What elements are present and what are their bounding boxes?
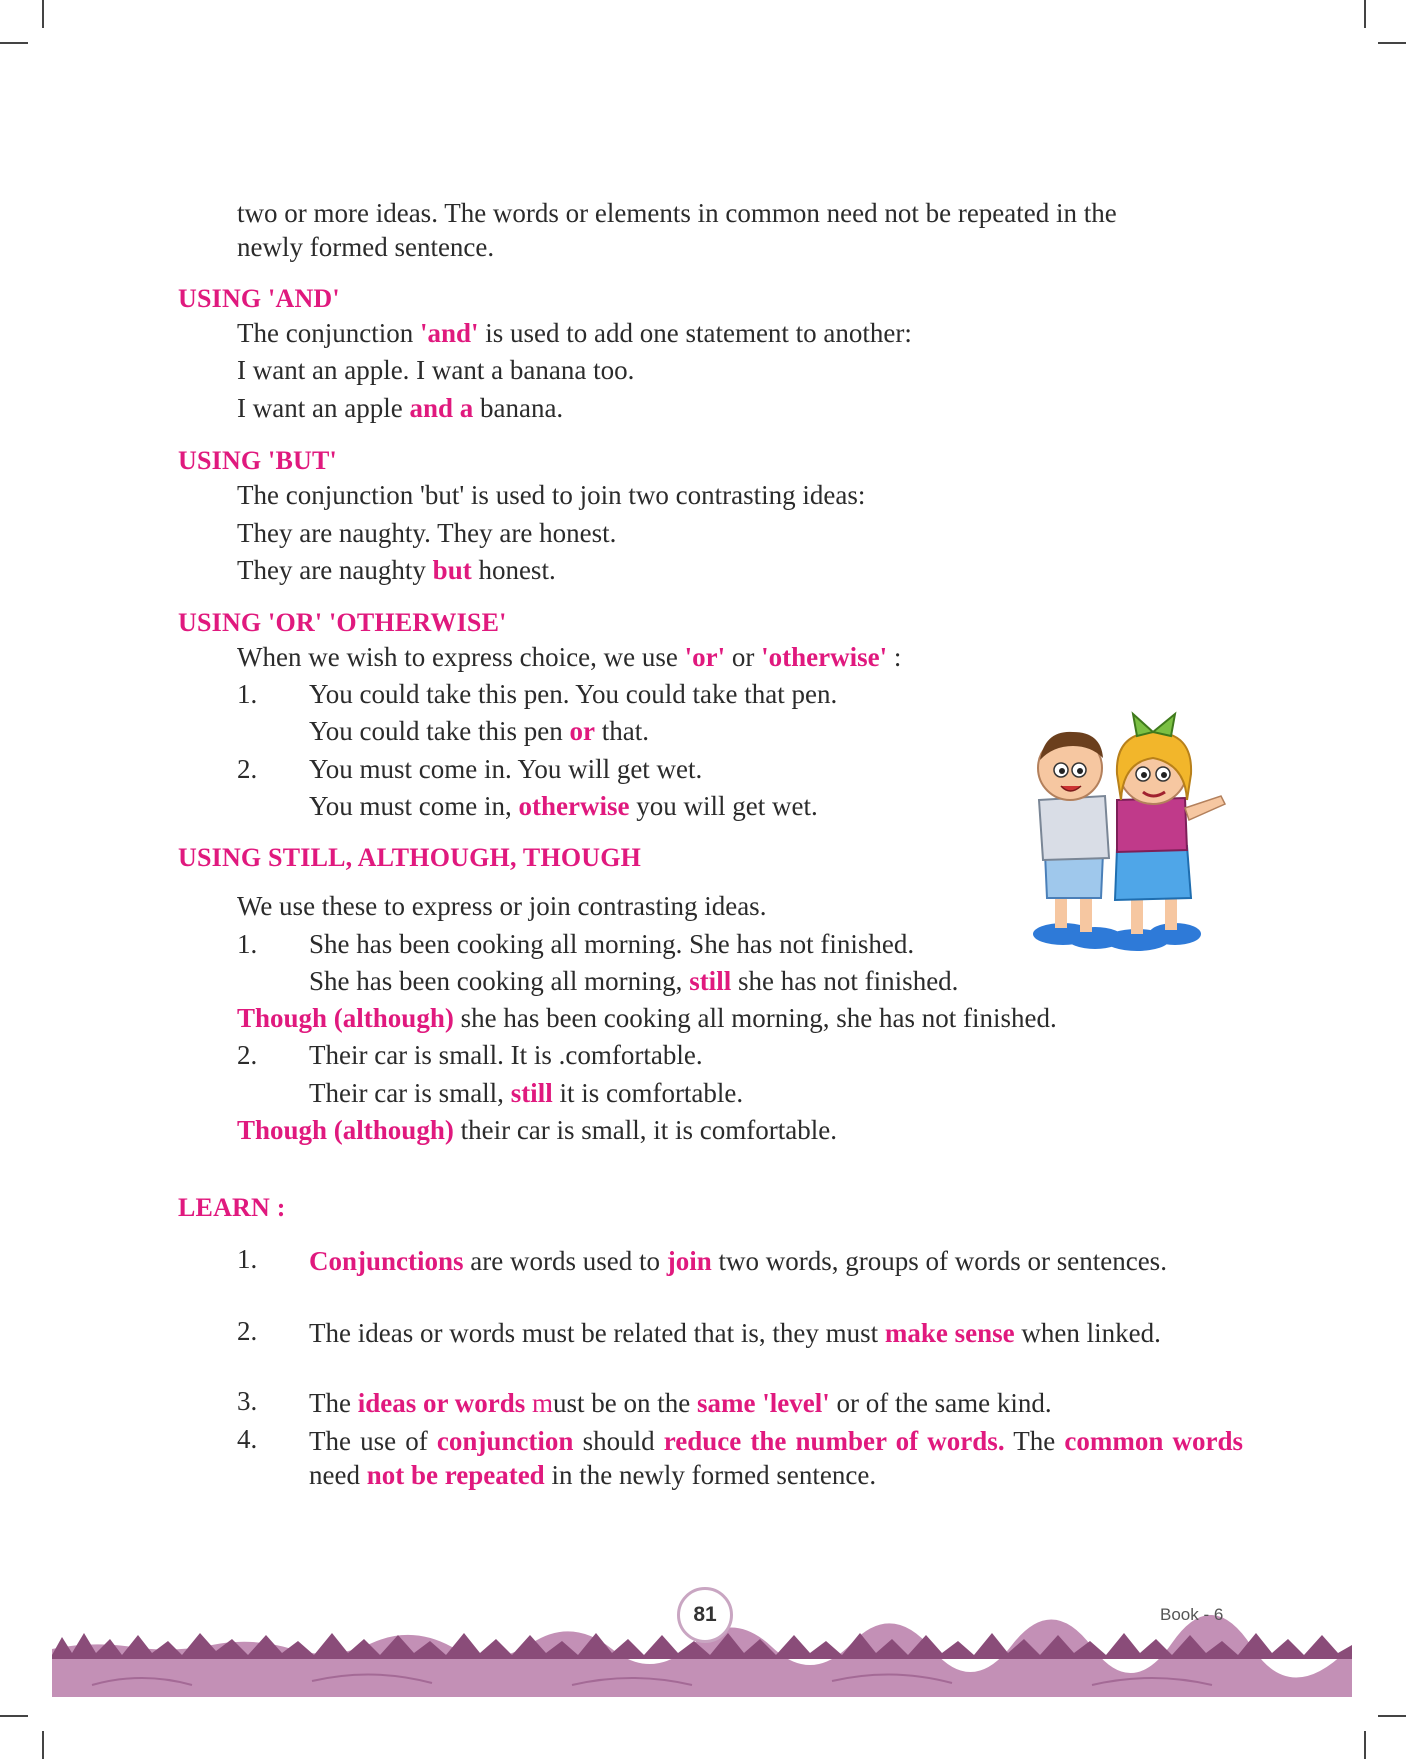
list-number: 1.: [237, 1244, 258, 1274]
crop-mark: [1378, 1715, 1406, 1717]
section-heading-but: USING 'BUT': [178, 446, 337, 475]
learn-heading: LEARN :: [178, 1193, 286, 1222]
intro-line: newly formed sentence.: [237, 232, 495, 262]
girl-arm: [1185, 796, 1225, 820]
girl-shorts: [1115, 846, 1191, 900]
but-example-joined: They are naughty but honest.: [237, 555, 556, 585]
list-number: 2.: [237, 1316, 258, 1346]
crop-mark: [1364, 1731, 1366, 1759]
or-example: You could take this pen. You could take that pen.: [309, 679, 838, 709]
though-example: Though (although) their car is small, it is comfortable.: [237, 1115, 837, 1145]
list-number: 3.: [237, 1386, 258, 1416]
crop-mark: [0, 42, 28, 44]
intro-line: two or more ideas. The words or elements in common need not be repeated in the: [237, 198, 1117, 228]
and-example-joined: I want an apple and a banana.: [237, 393, 564, 423]
learn-item: The ideas or words must be on the same 'level' or of the same kind.: [309, 1388, 1052, 1418]
list-number: 4.: [237, 1424, 258, 1454]
still-example-joined: Their car is small, still it is comfortable.: [309, 1078, 744, 1108]
still-example-joined: She has been cooking all morning, still she has not finished.: [309, 966, 959, 996]
otherwise-example-joined: You must come in, otherwise you will get wet.: [309, 791, 818, 821]
list-number: 1.: [237, 929, 258, 959]
book-label: Book - 6: [1160, 1605, 1224, 1624]
though-example: Though (although) she has been cooking all morning, she has not finished.: [237, 1003, 1057, 1033]
section-heading-or: USING 'OR' 'OTHERWISE': [178, 608, 507, 637]
crop-mark: [1364, 0, 1366, 28]
learn-item: The ideas or words must be related that is, they must make sense when linked.: [309, 1318, 1161, 1348]
or-example-joined: You could take this pen or that.: [309, 716, 649, 746]
still-rule: We use these to express or join contrasting ideas.: [237, 891, 767, 921]
boy-shirt: [1039, 796, 1109, 860]
still-example: She has been cooking all morning. She has not finished.: [309, 929, 915, 959]
and-rule: The conjunction 'and' is used to add one statement to another:: [237, 318, 912, 348]
learn-item: Conjunctions are words used to join two words, groups of words or sentences.: [309, 1246, 1167, 1276]
intro-paragraph: [237, 196, 1243, 264]
list-number: 1.: [237, 679, 258, 709]
still-example: Their car is small. It is .comfortable.: [309, 1040, 703, 1070]
page-number: 81: [677, 1587, 733, 1643]
but-example: They are naughty. They are honest.: [237, 518, 617, 548]
bow-icon: [1133, 714, 1175, 736]
but-rule: The conjunction 'but' is used to join two contrasting ideas:: [237, 480, 866, 510]
learn-item: The use of conjunction should reduce the number of words. The common words need not be repeated in the newly formed sentence.: [309, 1426, 1243, 1490]
section-heading-still: USING STILL, ALTHOUGH, THOUGH: [178, 843, 642, 872]
and-example: I want an apple. I want a banana too.: [237, 355, 635, 385]
crop-mark: [1378, 42, 1406, 44]
otherwise-example: You must come in. You will get wet.: [309, 754, 703, 784]
list-number: 2.: [237, 1040, 258, 1070]
section-heading-and: USING 'AND': [178, 284, 340, 313]
list-number: 2.: [237, 754, 258, 784]
kids-illustration: [1025, 708, 1230, 953]
crop-mark: [0, 1715, 28, 1717]
or-rule: When we wish to express choice, we use 'or' or 'otherwise' :: [237, 642, 902, 672]
crop-mark: [42, 1731, 44, 1759]
girl-top: [1117, 798, 1187, 852]
crop-mark: [42, 0, 44, 28]
